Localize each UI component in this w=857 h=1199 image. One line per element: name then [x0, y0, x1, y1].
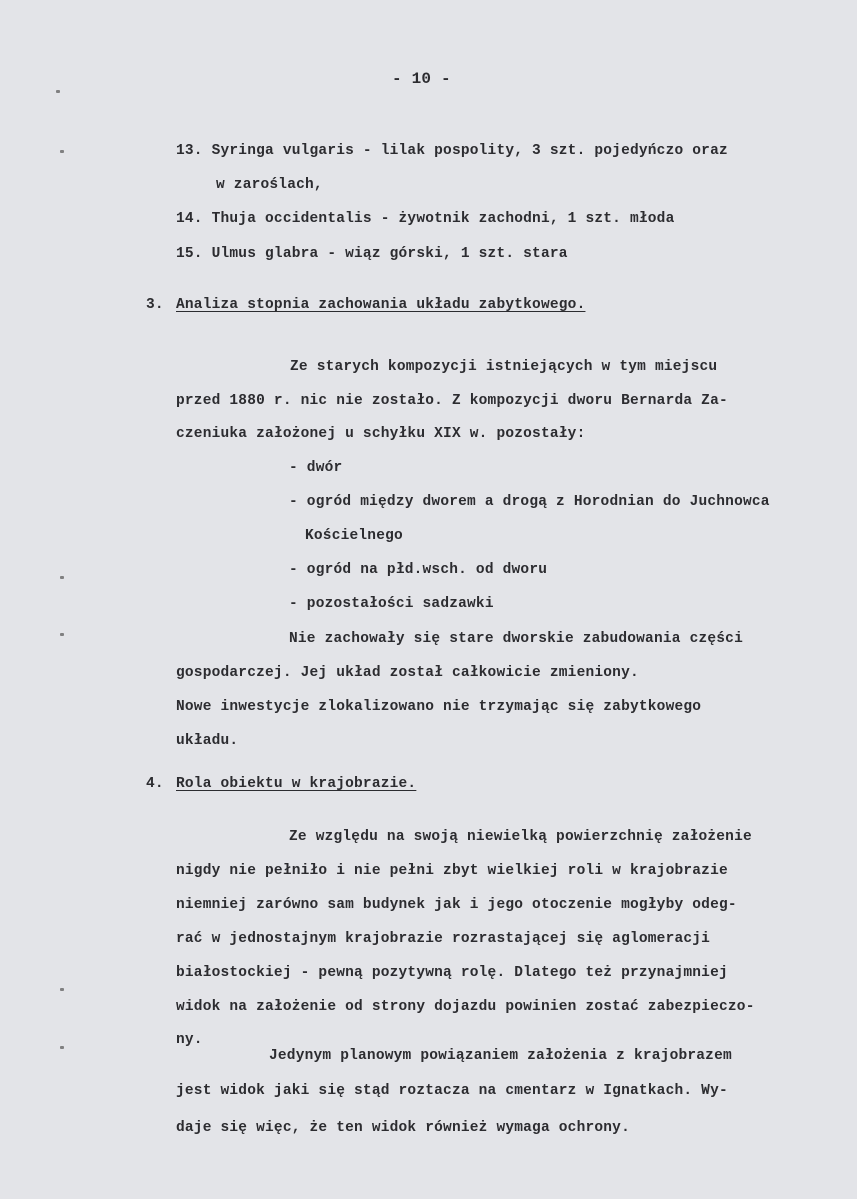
bullet-item: - pozostałości sadzawki	[289, 596, 494, 612]
paragraph-line: Ze starych kompozycji istniejących w tym miejscu	[290, 359, 718, 375]
margin-mark	[60, 150, 64, 153]
paragraph-line: daje się więc, że ten widok również wymaga ochrony.	[176, 1120, 630, 1136]
list-item: 14. Thuja occidentalis - żywotnik zachodni, 1 szt. młoda	[176, 211, 675, 227]
paragraph-line: widok na założenie od strony dojazdu powinien zostać zabezpieczo-	[176, 999, 755, 1015]
paragraph-line: ny.	[176, 1032, 203, 1048]
list-item: w zaroślach,	[216, 177, 323, 193]
paragraph-line: czeniuka założonej u schyłku XIX w. pozostały:	[176, 426, 586, 442]
paragraph-line: niemniej zarówno sam budynek jak i jego otoczenie mogłyby odeg-	[176, 897, 737, 913]
margin-mark	[60, 988, 64, 991]
page-number: - 10 -	[392, 70, 451, 88]
section-heading: Rola obiektu w krajobrazie.	[176, 776, 417, 792]
paragraph-line: Nie zachowały się stare dworskie zabudowania części	[289, 631, 743, 647]
paragraph-line: układu.	[176, 733, 239, 749]
margin-mark	[56, 90, 60, 93]
list-item: 13. Syringa vulgaris - lilak pospolity, 3 szt. pojedyńczo oraz	[176, 143, 728, 159]
paragraph-line: gospodarczej. Jej układ został całkowicie zmieniony.	[176, 665, 639, 681]
paragraph-line: Nowe inwestycje zlokalizowano nie trzymając się zabytkowego	[176, 699, 702, 715]
paragraph-line: jest widok jaki się stąd roztacza na cmentarz w Ignatkach. Wy-	[176, 1083, 728, 1099]
margin-mark	[60, 1046, 64, 1049]
list-item: 15. Ulmus glabra - wiąz górski, 1 szt. stara	[176, 246, 568, 262]
margin-mark	[60, 633, 64, 636]
bullet-item: Kościelnego	[305, 528, 403, 544]
section-heading: Analiza stopnia zachowania układu zabytkowego.	[176, 297, 586, 313]
bullet-item: - dwór	[289, 460, 343, 476]
paragraph-line: Ze względu na swoją niewielką powierzchnię założenie	[289, 829, 752, 845]
paragraph-line: rać w jednostajnym krajobrazie rozrastającej się aglomeracji	[176, 931, 711, 947]
bullet-item: - ogród między dworem a drogą z Horodnian do Juchnowca	[289, 494, 770, 510]
section-number: 4.	[146, 776, 164, 792]
paragraph-line: Jedynym planowym powiązaniem założenia z krajobrazem	[269, 1048, 732, 1064]
paragraph-line: przed 1880 r. nic nie zostało. Z kompozycji dworu Bernarda Za-	[176, 393, 728, 409]
bullet-item: - ogród na płd.wsch. od dworu	[289, 562, 548, 578]
paragraph-line: nigdy nie pełniło i nie pełni zbyt wielkiej roli w krajobrazie	[176, 863, 728, 879]
margin-mark	[60, 576, 64, 579]
section-number: 3.	[146, 297, 164, 313]
paragraph-line: białostockiej - pewną pozytywną rolę. Dlatego też przynajmniej	[176, 965, 728, 981]
